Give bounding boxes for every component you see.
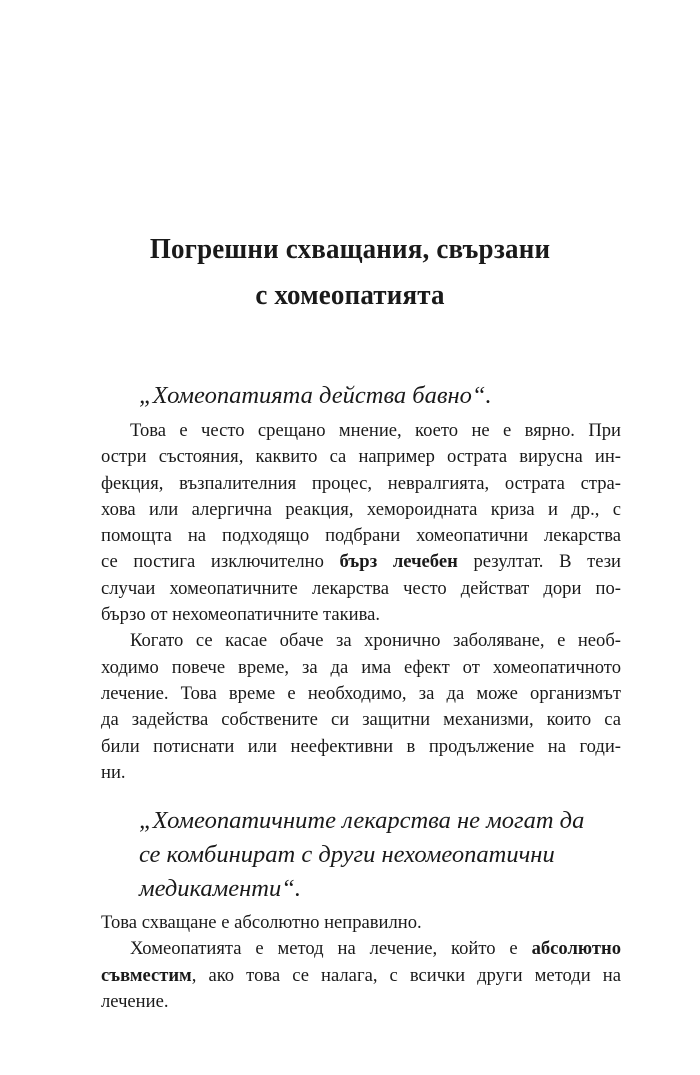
- text-line: Това е често срещано мнение, което не е вярно. При: [130, 420, 621, 441]
- chapter-title: [25, 226, 676, 318]
- text-line: ни.: [101, 761, 126, 783]
- misconception-section-2: [101, 804, 621, 1015]
- text-line: случаи хомеопатичните лекарства често действат дори по-: [101, 577, 621, 599]
- heading-line: медикаменти“.: [139, 875, 302, 902]
- text-line: да задейства собствените си защитни механизми, които са: [101, 709, 621, 731]
- text-line: [101, 549, 621, 575]
- misconception-heading-2: [101, 804, 621, 906]
- chapter-title-line-2: с хомеопатията: [255, 279, 445, 311]
- bold-word-absolutely: абсолютно: [531, 938, 621, 960]
- text-line: били потиснати или неефективни в продължение на годи-: [101, 735, 621, 757]
- paragraph-2-2: [101, 936, 621, 1015]
- text-line: помощта на подходящо подбрани хомеопатични лекарства: [101, 525, 621, 547]
- text-line: Когато се касае обаче за хронично заболяване, е необ-: [130, 630, 621, 652]
- text-run: се постига изключително: [101, 551, 340, 573]
- text-line: лечение.: [101, 990, 169, 1012]
- text-run: Хомеопатията е метод на лечение, който е: [130, 938, 532, 960]
- text-line: остри състояния, каквито са например острата вирусна ин-: [101, 446, 621, 468]
- text-line: [101, 936, 621, 962]
- bold-phrase-fast-healing: бърз лечебен: [339, 551, 458, 573]
- text-run: , ако това се налага, с всички други методи на: [191, 964, 621, 986]
- text-run: резултат. В тези: [457, 551, 622, 573]
- paragraph-1-1: [101, 418, 621, 628]
- bold-word-compatible: съвместим: [101, 964, 192, 986]
- heading-line: „Хомеопатичните лекарства не могат да: [139, 807, 585, 834]
- text-line: Това схващане е абсолютно неправилно.: [101, 912, 422, 933]
- text-line: бързо от нехомеопатичните такива.: [101, 604, 381, 626]
- text-line: фекция, възпалителния процес, невралгията, острата стра-: [101, 472, 621, 494]
- chapter-title-line-1: Погрешни схващания, свързани: [149, 233, 551, 265]
- text-line: хова или алергична реакция, хемороидната криза и др., с: [101, 498, 621, 520]
- misconception-heading-1: „Хомеопатията действа бавно“.: [139, 382, 492, 409]
- text-line: [101, 963, 621, 989]
- text-line: ходимо повече време, за да има ефект от хомеопатичното: [101, 656, 621, 678]
- paragraph-2-1: [101, 910, 621, 936]
- paragraph-1-2: [101, 628, 621, 786]
- misconception-section-1: [101, 378, 621, 786]
- text-line: лечение. Това време е необходимо, за да може организмът: [101, 682, 621, 704]
- heading-line: се комбинират с други нехомеопатични: [139, 841, 555, 868]
